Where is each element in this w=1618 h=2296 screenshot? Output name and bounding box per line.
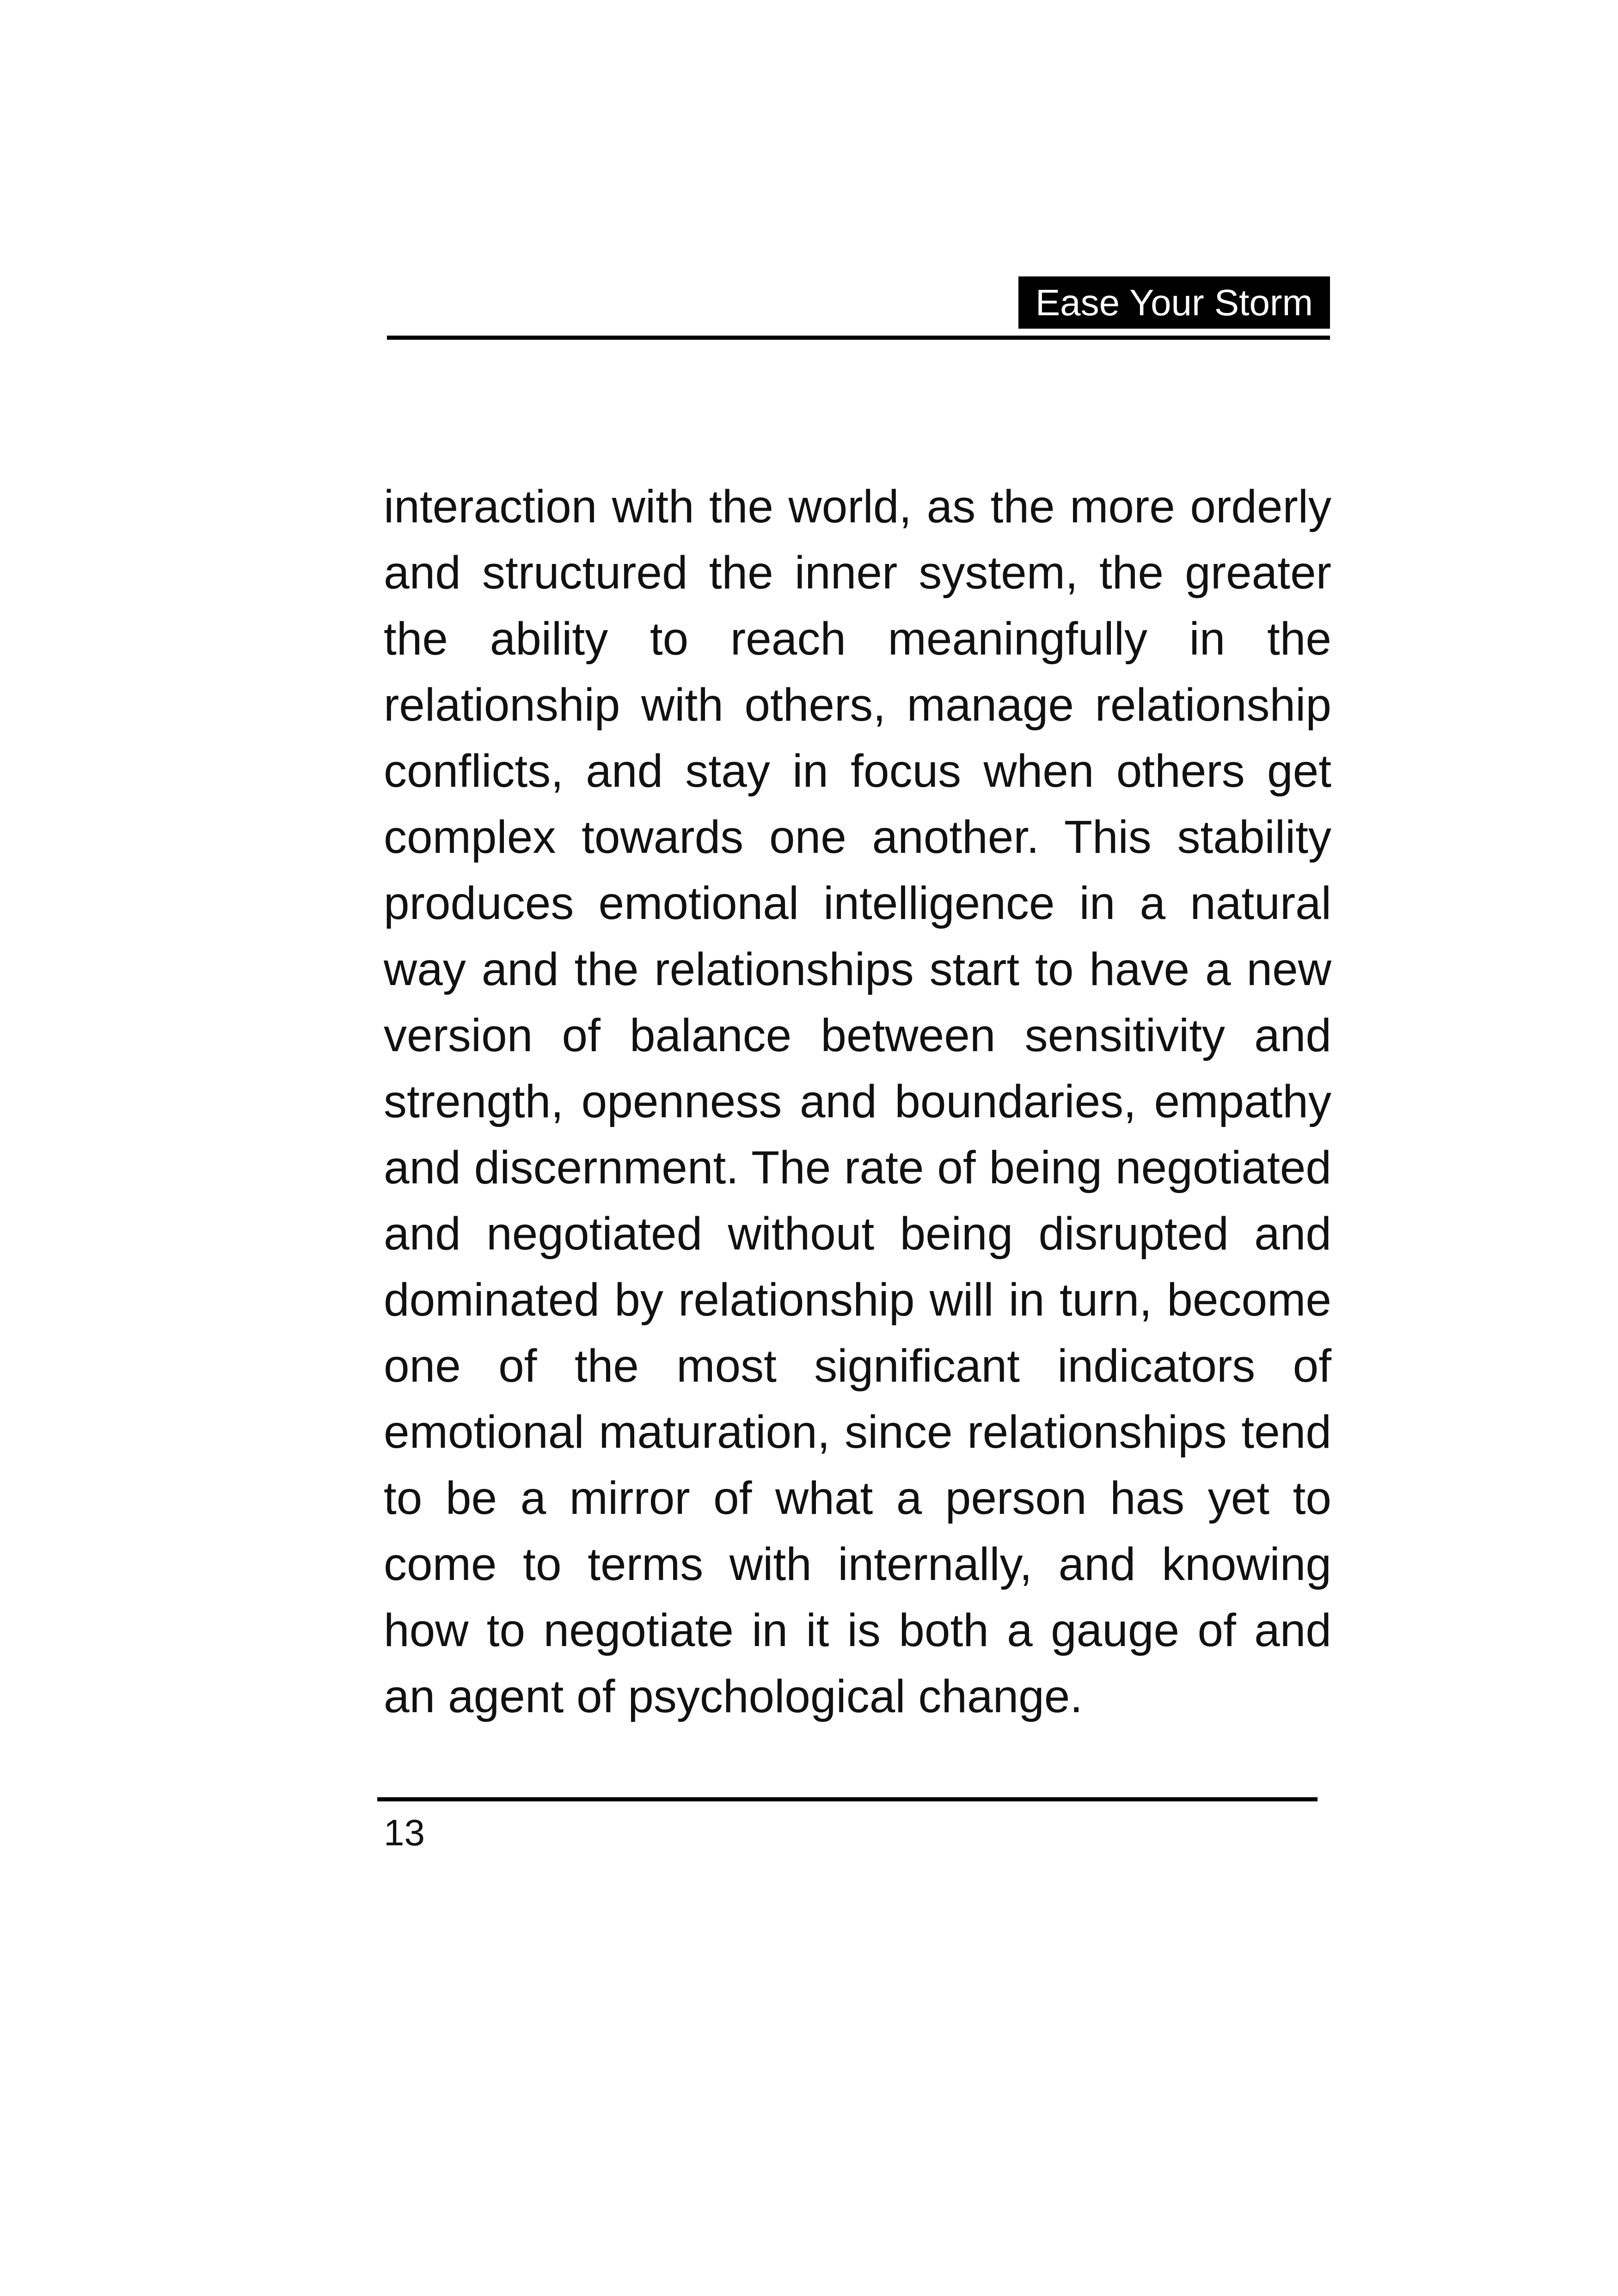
footer-divider xyxy=(377,1797,1318,1801)
body-paragraph: interaction with the world, as the more orderly and structured the inner system, the greater the ability to reach meaningfully in the relationship with others, manage relationship conflicts, and stay in focus when others get complex towards one another. This stability produces emotional intelligence in a natural way and the relationships start to have a new version of balance between sensitivity and strength, openness and boundaries, empathy and discernment. The rate of being negotiated and negotiated without being disrupted and dominated by relationship will in turn, become one of the most significant indicators of emotional maturation, since relationships tend to be a mirror of what a person has yet to come to terms with internally, and knowing how to negotiate in it is both a gauge of and an agent of psychological change. xyxy=(384,481,1331,1722)
page-number: 13 xyxy=(384,1812,425,1853)
running-header-title: Ease Your Storm xyxy=(1018,276,1330,329)
header-divider xyxy=(387,336,1330,340)
